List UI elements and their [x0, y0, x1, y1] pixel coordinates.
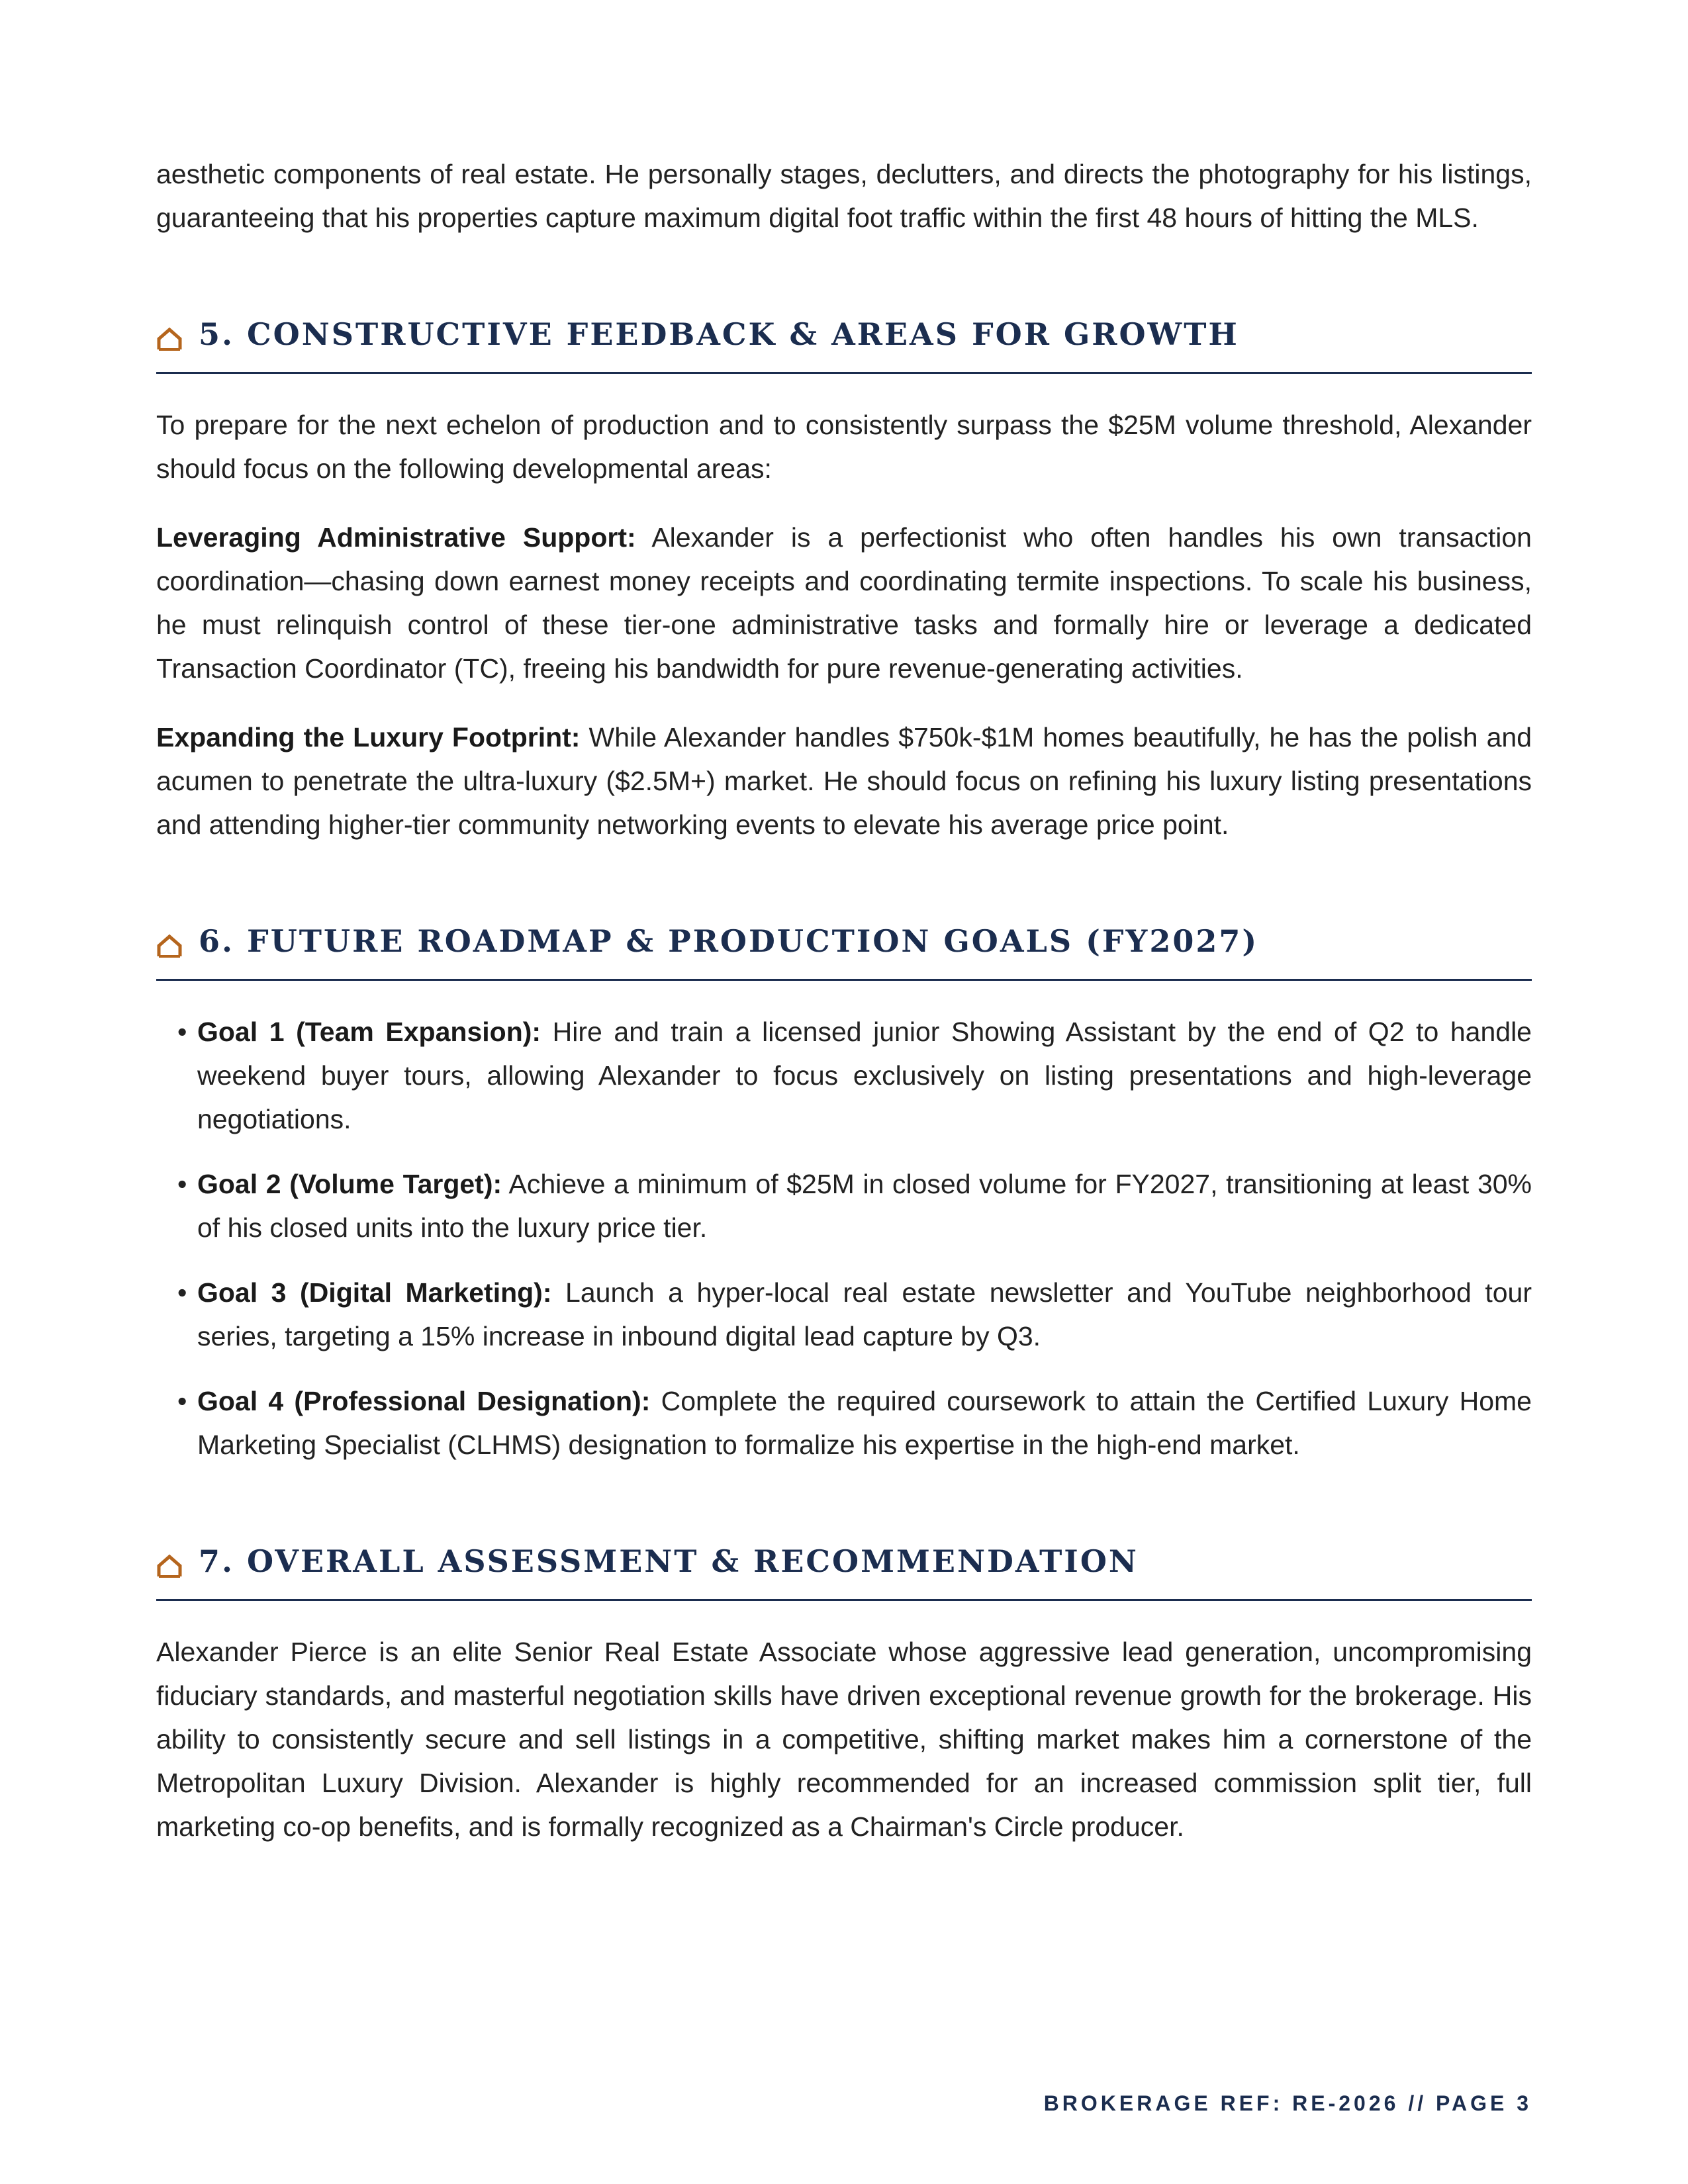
list-item — [177, 1162, 1532, 1250]
list-item — [177, 1010, 1532, 1141]
list-item — [177, 1379, 1532, 1467]
goal-text: Hire and train a licensed junior Showing Assistant by the end of Q2 to handle weekend buyer tours, allowing Alexander to focus exclusively on listing presentations and high-leverage negotiations. — [197, 1017, 1532, 1134]
list-item — [177, 1271, 1532, 1358]
goal-text: Achieve a minimum of $25M in closed volume for FY2027, transitioning at least 30% of his closed units into the luxury price tier. — [197, 1169, 1532, 1243]
goal-text: Launch a hyper-local real estate newsletter and YouTube neighborhood tour series, targeting a 15% increase in inbound digital lead capture by Q3. — [197, 1277, 1532, 1351]
house-outline-icon — [156, 933, 183, 959]
feedback-text: While Alexander handles $750k-$1M homes beautifully, he has the polish and acumen to penetrate the ultra-luxury ($2.5M+) market. He should focus on refining his luxury listing presentations and attending higher-tier community networking events to elevate his average price point. — [156, 722, 1532, 840]
bullet: • — [177, 1277, 187, 1308]
assessment-paragraph: Alexander Pierce is an elite Senior Real Estate Associate whose aggressive lead generation, uncompromising fiduciary standards, and masterful negotiation skills have driven exceptional revenue growth for the brokerage. His ability to consistently secure and sell listings in a competitive, shifting market makes him a cornerstone of the Metropolitan Luxury Division. Alexander is highly recommended for an increased commission split tier, full marketing co-op benefits, and is formally recognized as a Chairman's Circle producer. — [156, 1637, 1532, 1842]
section-overall-assessment — [156, 1538, 1532, 1848]
section-title: 7. OVERALL ASSESSMENT & RECOMMENDATION — [199, 1543, 1139, 1579]
house-outline-icon — [156, 1553, 183, 1579]
intro-paragraph: aesthetic components of real estate. He personally stages, declutters, and directs the photography for his listings, guaranteeing that his properties capture maximum digital foot traffic within the first 48 hours of hitting the MLS. — [156, 159, 1532, 233]
bullet: • — [177, 1017, 187, 1047]
goals-list — [156, 1010, 1532, 1467]
section-header — [156, 1538, 1532, 1601]
section-constructive-feedback — [156, 311, 1532, 846]
feedback-text: Alexander is a perfectionist who often handles his own transaction coordination—chasing down earnest money receipts and coordinating termite inspections. To scale his business, he must relinquish control of these tier-one administrative tasks and formally hire or leverage a dedicated Transaction Coordinator (TC), freeing his bandwidth for pure revenue-generating activities. — [156, 522, 1532, 684]
feedback-item — [156, 516, 1532, 690]
goal-label: Goal 2 (Volume Target): — [197, 1169, 502, 1199]
section-header — [156, 918, 1532, 981]
section-title: 6. FUTURE ROADMAP & PRODUCTION GOALS (FY2027) — [199, 923, 1259, 959]
document-page — [156, 152, 1532, 1848]
goal-label: Goal 4 (Professional Designation): — [197, 1386, 651, 1416]
goal-label: Goal 3 (Digital Marketing): — [197, 1277, 552, 1308]
goal-label: Goal 1 (Team Expansion): — [197, 1017, 541, 1047]
section-future-roadmap — [156, 918, 1532, 1467]
section-intro: To prepare for the next echelon of production and to consistently surpass the $25M volume threshold, Alexander should focus on the following developmental areas: — [156, 410, 1532, 484]
feedback-label: Leveraging Administrative Support: — [156, 522, 636, 553]
section-header — [156, 311, 1532, 374]
feedback-item — [156, 715, 1532, 846]
feedback-label: Expanding the Luxury Footprint: — [156, 722, 581, 752]
goal-text: Complete the required coursework to attain the Certified Luxury Home Marketing Specialist (CLHMS) designation to formalize his expertise in the high-end market. — [197, 1386, 1532, 1460]
section-title: 5. CONSTRUCTIVE FEEDBACK & AREAS FOR GROWTH — [199, 316, 1239, 352]
house-outline-icon — [156, 326, 183, 352]
bullet: • — [177, 1386, 187, 1416]
bullet: • — [177, 1169, 187, 1199]
page-footer: BROKERAGE REF: RE-2026 // PAGE 3 — [1043, 2091, 1532, 2115]
